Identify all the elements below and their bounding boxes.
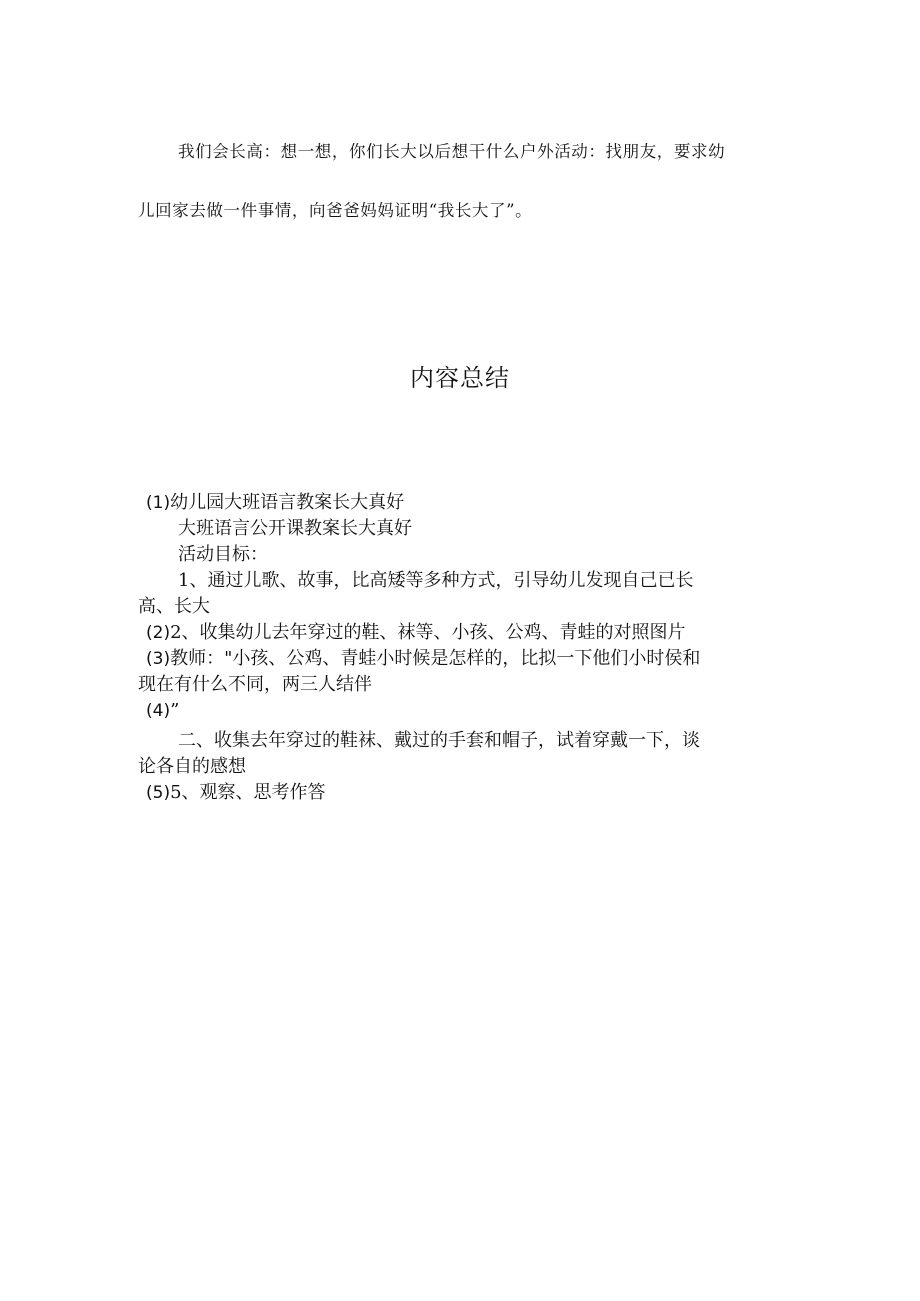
summary-line: 二、收集去年穿过的鞋袜、戴过的手套和帽子，试着穿戴一下，谈: [178, 730, 700, 751]
summary-item-4: [138, 698, 788, 724]
summary-item-2: [138, 620, 788, 646]
summary-line: 1、通过儿歌、故事，比高矮等多种方式，引导幼儿发现自己已长: [178, 570, 694, 591]
item-number: (5): [146, 783, 171, 803]
summary-line: 大班语言公开课教案长大真好: [178, 518, 412, 539]
summary-line: 现在有什么不同，两三人结伴: [138, 674, 372, 695]
summary-line: 论各自的感想: [138, 756, 246, 777]
item-text: 幼儿园大班语言教案长大真好: [170, 492, 405, 513]
item-text: 5、观察、思考作答: [170, 782, 326, 803]
item-number: (2): [146, 623, 171, 643]
item-number: (1): [146, 493, 171, 513]
item-number: (3): [146, 649, 171, 669]
item-text: 2、收集幼儿去年穿过的鞋、袜等、小孩、公鸡、青蛙的对照图片: [170, 622, 686, 643]
summary-line: 高、长大: [138, 596, 210, 617]
summary-line: 活动目标：: [178, 544, 268, 565]
item-text: ”: [170, 700, 180, 721]
summary-item-1: [138, 490, 788, 516]
item-text: 教师："小孩、公鸡、青蛙小时候是怎样的，比拟一下他们小时侯和: [170, 648, 701, 669]
summary-item-5: [138, 780, 788, 806]
summary-item-3: [138, 646, 788, 672]
item-number: (4): [146, 701, 171, 721]
body-paragraph-line-2: 儿回家去做一件事情，向爸爸妈妈证明“我长大了”。: [138, 201, 533, 220]
section-title: 内容总结: [410, 364, 510, 392]
summary-list: [138, 490, 788, 806]
body-paragraph-line-1: 我们会长高：想一想，你们长大以后想干什么户外活动：找朋友，要求幼: [178, 142, 726, 161]
